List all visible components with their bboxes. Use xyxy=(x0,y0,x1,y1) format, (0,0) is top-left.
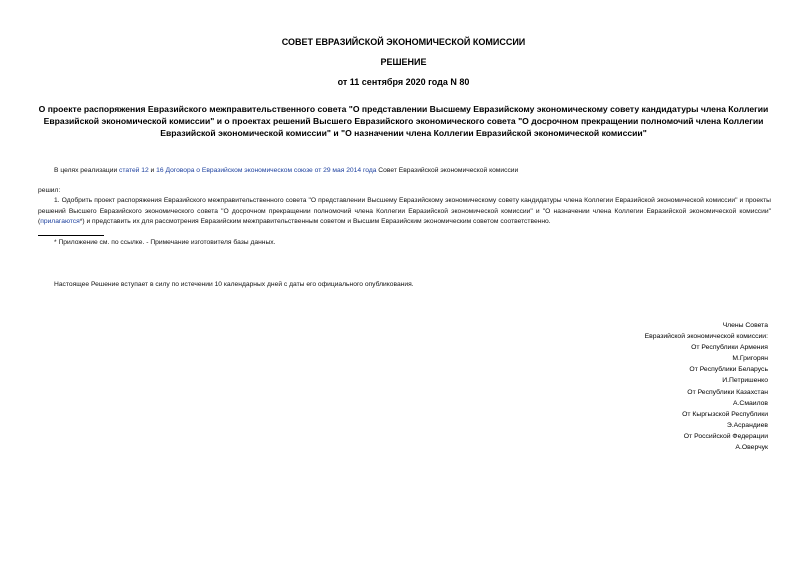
footnote-divider xyxy=(38,235,104,236)
decision-item-1-text: 1. Одобрить проект распоряжения Евразийского межправительственного совета "О представлении Высшему Евразийскому экономическому совету кандидатуры члена Коллегии Евразийской экономической комиссии" и проекты решений Высшего Евразийского экономического совета "О досрочном прекращении полномочий члена Коллегии Евразийской экономической комиссии" и "О назначении члена Коллегии Евразийской экономической комиссии" ( xyxy=(38,197,771,225)
decision-item-1 xyxy=(38,196,771,228)
signature-line: Евразийской экономической комиссии: xyxy=(644,333,768,341)
footnote: * Приложение см. по ссылке. - Примечание изготовителя базы данных. xyxy=(54,239,276,246)
link-article-16[interactable]: 16 xyxy=(156,167,164,174)
signature-line: М.Григорян xyxy=(732,355,768,363)
signature-line: От Республики Армения xyxy=(691,344,768,352)
organization-heading: СОВЕТ ЕВРАЗИЙСКОЙ ЭКОНОМИЧЕСКОЙ КОМИССИИ xyxy=(281,37,526,47)
signature-line: От Кыргызской Республики xyxy=(682,410,768,418)
signature-line: Члены Совета xyxy=(722,322,768,329)
decided-label: решил: xyxy=(38,187,61,194)
signatures-block xyxy=(548,320,768,453)
signature-line: От Республики Казахстан xyxy=(687,388,768,396)
signature-line: От Республики Беларусь xyxy=(689,366,768,374)
effective-date-paragraph: Настоящее Решение вступает в силу по истечении 10 календарных дней с даты его официального опубликования. xyxy=(54,281,414,288)
document-title: О проекте распоряжения Евразийского межправительственного совета "О представлении Высшему Евразийскому экономическому совету кандидатуры члена Коллегии Евразийской экономической комиссии" и о проектах решений Высшего Евразийского экономического совета "О досрочном прекращении полномочий члена Коллегии Евразийской экономической комиссии" и "О назначении члена Коллегии Евразийской экономической комиссии" xyxy=(38,104,769,138)
signature-line: Э.Асрандиев xyxy=(726,421,768,429)
preamble-tail: Совет Евразийской экономической комиссии xyxy=(376,167,519,174)
document-type-heading: РЕШЕНИЕ xyxy=(380,57,427,67)
preamble-conj: и xyxy=(148,167,157,174)
link-eaeu-treaty[interactable]: Договора о Евразийском экономическом союзе от 29 мая 2014 года xyxy=(165,167,377,174)
preamble-paragraph xyxy=(54,166,774,177)
preamble-lead: В целях реализации xyxy=(54,167,120,174)
decision-item-1-tail: *) и представить их для рассмотрения Евразийским межправительственным советом и Высшим Евразийским экономическим советом соответственно. xyxy=(79,218,551,225)
signature-line: А.Смаилов xyxy=(732,399,768,407)
link-annexes[interactable]: прилагаются xyxy=(40,218,80,225)
signature-line: От Российской Федерации xyxy=(683,432,768,440)
document-date: от 11 сентября 2020 года N 80 xyxy=(337,77,470,87)
signature-line: И.Петришенко xyxy=(722,377,768,385)
signature-line: А.Оверчук xyxy=(735,444,768,452)
link-articles-12[interactable]: статей 12 xyxy=(119,167,149,174)
